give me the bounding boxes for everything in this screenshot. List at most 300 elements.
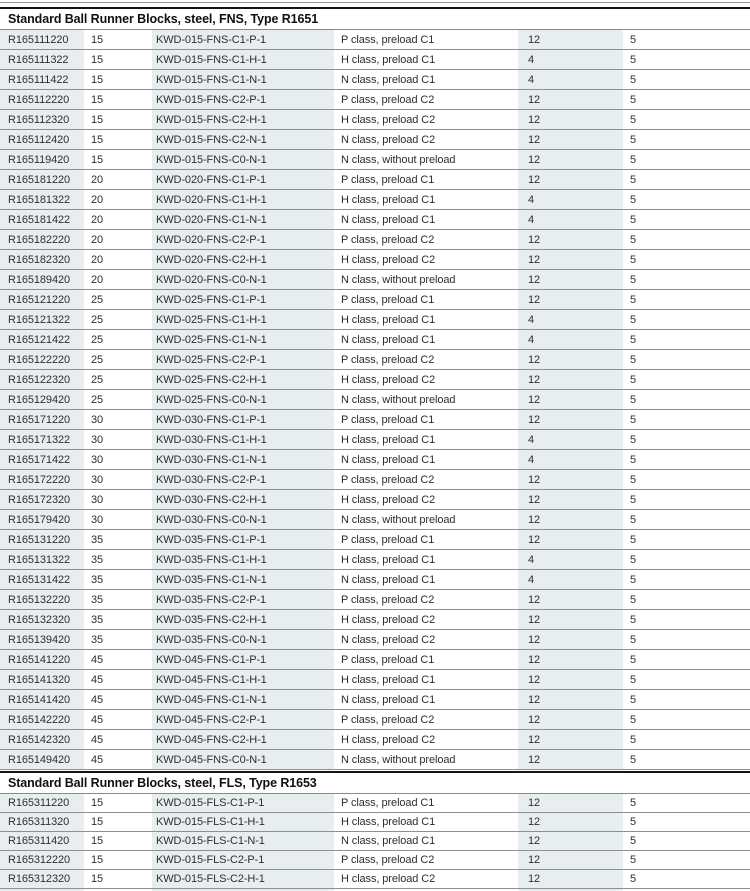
cell-type-code: KWD-025-FNS-C0-N-1	[152, 390, 334, 409]
cell-type-code: KWD-025-FNS-C2-H-1	[152, 370, 334, 389]
cell-class-description: P class, preload C2	[341, 713, 435, 726]
cell-value-2: 5	[630, 373, 637, 386]
cell-value-1: 12	[518, 870, 623, 888]
cell-type-code: KWD-015-FNS-C2-P-1	[152, 90, 334, 109]
cell-value-1: 12	[518, 851, 623, 869]
cell-value-1: 12	[518, 590, 623, 609]
table-row	[0, 650, 750, 670]
cell-value-2: 5	[630, 453, 637, 466]
table-row	[0, 410, 750, 430]
table-row	[0, 851, 750, 870]
cell-size: 20	[91, 233, 104, 246]
cell-value-2: 5	[630, 193, 637, 206]
cell-size: 20	[91, 213, 104, 226]
cell-part-number: R165112320	[0, 110, 84, 129]
cell-value-2: 5	[630, 33, 637, 46]
cell-size: 20	[91, 173, 104, 186]
cell-size: 15	[91, 153, 104, 166]
cell-type-code: KWD-025-FNS-C1-N-1	[152, 330, 334, 349]
cell-value-2: 5	[630, 553, 637, 566]
cell-part-number: R165181322	[0, 190, 84, 209]
table-row	[0, 430, 750, 450]
cell-value-2: 5	[630, 133, 637, 146]
cell-value-1: 12	[518, 230, 623, 249]
cell-class-description: P class, preload C1	[341, 33, 435, 46]
cell-type-code: KWD-045-FNS-C2-P-1	[152, 710, 334, 729]
table-row	[0, 350, 750, 370]
cell-part-number: R165121422	[0, 330, 84, 349]
cell-value-2: 5	[630, 113, 637, 126]
table-row	[0, 130, 750, 150]
cell-size: 35	[91, 613, 104, 626]
cell-type-code: KWD-035-FNS-C1-H-1	[152, 550, 334, 569]
cell-part-number: R165181220	[0, 170, 84, 189]
cell-class-description: H class, preload C2	[341, 613, 436, 626]
cell-value-1: 12	[518, 813, 623, 831]
table-row	[0, 30, 750, 50]
table-row	[0, 170, 750, 190]
cell-value-1: 12	[518, 390, 623, 409]
cell-size: 15	[91, 73, 104, 86]
cell-value-1: 12	[518, 750, 623, 769]
cell-type-code: KWD-015-FLS-C1-N-1	[152, 832, 334, 850]
cell-value-1: 4	[518, 570, 623, 589]
cell-size: 25	[91, 333, 104, 346]
cell-type-code: KWD-035-FNS-C2-P-1	[152, 590, 334, 609]
cell-size: 25	[91, 373, 104, 386]
cell-type-code: KWD-035-FNS-C2-H-1	[152, 610, 334, 629]
cell-value-1: 12	[518, 110, 623, 129]
cell-part-number: R165131322	[0, 550, 84, 569]
cell-class-description: N class, without preload	[341, 753, 456, 766]
table-row	[0, 832, 750, 851]
cell-value-2: 5	[630, 873, 637, 885]
cell-value-2: 5	[630, 413, 637, 426]
cell-size: 45	[91, 693, 104, 706]
cell-value-1: 4	[518, 450, 623, 469]
table-row	[0, 450, 750, 470]
table-row	[0, 390, 750, 410]
cell-part-number: R165122220	[0, 350, 84, 369]
cell-size: 45	[91, 713, 104, 726]
cell-part-number: R165111422	[0, 70, 84, 89]
cell-value-1: 12	[518, 490, 623, 509]
table-row	[0, 590, 750, 610]
cell-value-1: 12	[518, 730, 623, 749]
cell-part-number: R165129420	[0, 390, 84, 409]
cell-part-number: R165112220	[0, 90, 84, 109]
cell-size: 15	[91, 33, 104, 46]
table-row	[0, 310, 750, 330]
cell-class-description: H class, preload C2	[341, 113, 436, 126]
table-row	[0, 730, 750, 750]
cell-class-description: N class, preload C1	[341, 453, 436, 466]
section-rows	[0, 30, 750, 770]
cell-type-code: KWD-020-FNS-C2-P-1	[152, 230, 334, 249]
cell-value-2: 5	[630, 353, 637, 366]
cell-size: 35	[91, 633, 104, 646]
cell-type-code: KWD-015-FNS-C1-N-1	[152, 70, 334, 89]
table-row	[0, 670, 750, 690]
cell-part-number: R165312220	[0, 851, 84, 869]
cell-size: 30	[91, 413, 104, 426]
cell-part-number: R165131422	[0, 570, 84, 589]
cell-part-number: R165121322	[0, 310, 84, 329]
cell-size: 35	[91, 533, 104, 546]
cell-value-1: 4	[518, 210, 623, 229]
cell-value-1: 12	[518, 610, 623, 629]
cell-class-description: P class, preload C2	[341, 473, 435, 486]
cell-value-2: 5	[630, 816, 637, 828]
cell-size: 15	[91, 873, 104, 885]
cell-value-1: 4	[518, 190, 623, 209]
cell-size: 15	[91, 835, 104, 847]
cell-size: 20	[91, 193, 104, 206]
cell-size: 25	[91, 393, 104, 406]
cell-value-2: 5	[630, 753, 637, 766]
cell-value-2: 5	[630, 835, 637, 847]
cell-part-number: R165139420	[0, 630, 84, 649]
cell-value-1: 12	[518, 290, 623, 309]
cell-type-code: KWD-020-FNS-C0-N-1	[152, 270, 334, 289]
cell-value-2: 5	[630, 593, 637, 606]
cell-class-description: H class, preload C2	[341, 733, 436, 746]
cell-value-1: 12	[518, 130, 623, 149]
cell-type-code: KWD-015-FNS-C1-P-1	[152, 30, 334, 49]
cell-size: 45	[91, 753, 104, 766]
table-row	[0, 150, 750, 170]
section-fls-r1653	[0, 771, 750, 889]
cell-value-1: 12	[518, 250, 623, 269]
cell-value-2: 5	[630, 393, 637, 406]
cell-size: 45	[91, 673, 104, 686]
cell-value-2: 5	[630, 613, 637, 626]
cell-value-2: 5	[630, 473, 637, 486]
cell-class-description: N class, without preload	[341, 513, 456, 526]
cell-value-2: 5	[630, 213, 637, 226]
cell-value-2: 5	[630, 153, 637, 166]
cell-value-2: 5	[630, 333, 637, 346]
cell-class-description: N class, without preload	[341, 273, 456, 286]
cell-value-1: 12	[518, 170, 623, 189]
cell-type-code: KWD-030-FNS-C0-N-1	[152, 510, 334, 529]
cell-class-description: P class, preload C2	[341, 233, 435, 246]
cell-value-1: 12	[518, 350, 623, 369]
cell-class-description: H class, preload C1	[341, 816, 436, 828]
cell-value-1: 12	[518, 630, 623, 649]
cell-value-2: 5	[630, 293, 637, 306]
section-rows	[0, 794, 750, 889]
cell-part-number: R165141420	[0, 690, 84, 709]
cell-size: 30	[91, 473, 104, 486]
cell-value-1: 12	[518, 270, 623, 289]
table-row	[0, 370, 750, 390]
cell-class-description: H class, preload C2	[341, 373, 436, 386]
cell-part-number: R165179420	[0, 510, 84, 529]
cell-type-code: KWD-015-FNS-C2-N-1	[152, 130, 334, 149]
cell-part-number: R165142220	[0, 710, 84, 729]
cell-value-1: 12	[518, 370, 623, 389]
cell-size: 20	[91, 253, 104, 266]
table-row	[0, 794, 750, 813]
table-row	[0, 230, 750, 250]
cell-class-description: P class, preload C2	[341, 93, 435, 106]
table-row	[0, 250, 750, 270]
cell-part-number: R165182320	[0, 250, 84, 269]
cell-size: 15	[91, 797, 104, 809]
cell-value-1: 4	[518, 70, 623, 89]
cell-value-2: 5	[630, 53, 637, 66]
cell-part-number: R165171220	[0, 410, 84, 429]
cell-type-code: KWD-045-FNS-C1-P-1	[152, 650, 334, 669]
cell-value-2: 5	[630, 713, 637, 726]
table-row	[0, 610, 750, 630]
cell-value-1: 12	[518, 510, 623, 529]
cell-class-description: P class, preload C2	[341, 593, 435, 606]
section-title: Standard Ball Runner Blocks, steel, FNS, Type R1651	[0, 7, 750, 30]
cell-value-1: 12	[518, 650, 623, 669]
cell-value-1: 4	[518, 310, 623, 329]
cutoff-row-rule	[0, 0, 750, 3]
cell-value-2: 5	[630, 673, 637, 686]
cell-class-description: N class, preload C2	[341, 633, 436, 646]
cell-class-description: N class, preload C1	[341, 333, 436, 346]
cell-type-code: KWD-015-FLS-C1-P-1	[152, 794, 334, 812]
cell-type-code: KWD-020-FNS-C2-H-1	[152, 250, 334, 269]
table-row	[0, 50, 750, 70]
cell-value-1: 12	[518, 470, 623, 489]
cell-type-code: KWD-015-FNS-C2-H-1	[152, 110, 334, 129]
cell-part-number: R165121220	[0, 290, 84, 309]
cell-size: 45	[91, 733, 104, 746]
cell-part-number: R165189420	[0, 270, 84, 289]
cell-class-description: H class, preload C1	[341, 53, 436, 66]
cell-value-1: 12	[518, 832, 623, 850]
cell-part-number: R165111220	[0, 30, 84, 49]
cell-value-1: 12	[518, 530, 623, 549]
cell-type-code: KWD-035-FNS-C1-P-1	[152, 530, 334, 549]
table-row	[0, 90, 750, 110]
cell-value-2: 5	[630, 173, 637, 186]
cell-size: 25	[91, 353, 104, 366]
cell-type-code: KWD-020-FNS-C1-H-1	[152, 190, 334, 209]
cell-value-2: 5	[630, 693, 637, 706]
cell-type-code: KWD-025-FNS-C2-P-1	[152, 350, 334, 369]
cell-class-description: N class, preload C1	[341, 835, 436, 847]
cell-part-number: R165149420	[0, 750, 84, 769]
cell-type-code: KWD-030-FNS-C1-P-1	[152, 410, 334, 429]
table-row	[0, 570, 750, 590]
cell-type-code: KWD-030-FNS-C2-P-1	[152, 470, 334, 489]
cell-value-1: 12	[518, 150, 623, 169]
table-row	[0, 330, 750, 350]
cell-type-code: KWD-030-FNS-C1-H-1	[152, 430, 334, 449]
cell-class-description: P class, preload C1	[341, 533, 435, 546]
cell-part-number: R165312320	[0, 870, 84, 888]
cell-value-1: 12	[518, 794, 623, 812]
cell-type-code: KWD-015-FLS-C1-H-1	[152, 813, 334, 831]
table-row	[0, 210, 750, 230]
cell-size: 35	[91, 593, 104, 606]
cell-value-1: 4	[518, 550, 623, 569]
cell-part-number: R165142320	[0, 730, 84, 749]
cell-part-number: R165171422	[0, 450, 84, 469]
cell-size: 15	[91, 133, 104, 146]
cell-size: 30	[91, 513, 104, 526]
cell-value-2: 5	[630, 653, 637, 666]
cell-type-code: KWD-020-FNS-C1-N-1	[152, 210, 334, 229]
cell-type-code: KWD-035-FNS-C1-N-1	[152, 570, 334, 589]
cell-value-1: 4	[518, 330, 623, 349]
cell-value-1: 12	[518, 690, 623, 709]
cell-class-description: H class, preload C2	[341, 253, 436, 266]
cell-size: 35	[91, 553, 104, 566]
table-row	[0, 710, 750, 730]
cell-part-number: R165171322	[0, 430, 84, 449]
cell-class-description: N class, without preload	[341, 153, 456, 166]
cell-class-description: H class, preload C1	[341, 193, 436, 206]
cell-class-description: N class, preload C2	[341, 133, 436, 146]
cell-size: 25	[91, 313, 104, 326]
cell-value-2: 5	[630, 73, 637, 86]
cell-class-description: H class, preload C1	[341, 313, 436, 326]
cell-part-number: R165141220	[0, 650, 84, 669]
cell-value-2: 5	[630, 513, 637, 526]
cell-part-number: R165111322	[0, 50, 84, 69]
cell-type-code: KWD-030-FNS-C1-N-1	[152, 450, 334, 469]
cell-type-code: KWD-015-FLS-C2-H-1	[152, 870, 334, 888]
section-fns-r1651	[0, 7, 750, 770]
cell-value-2: 5	[630, 733, 637, 746]
cell-class-description: N class, preload C1	[341, 73, 436, 86]
cell-part-number: R165172220	[0, 470, 84, 489]
cell-value-2: 5	[630, 253, 637, 266]
cell-value-2: 5	[630, 433, 637, 446]
cell-type-code: KWD-030-FNS-C2-H-1	[152, 490, 334, 509]
table-row	[0, 110, 750, 130]
cell-class-description: P class, preload C1	[341, 173, 435, 186]
cell-class-description: P class, preload C1	[341, 653, 435, 666]
cell-value-1: 12	[518, 670, 623, 689]
cell-class-description: N class, preload C1	[341, 693, 436, 706]
cell-value-1: 12	[518, 30, 623, 49]
cell-size: 45	[91, 653, 104, 666]
cell-part-number: R165132320	[0, 610, 84, 629]
cell-part-number: R165112420	[0, 130, 84, 149]
cell-class-description: P class, preload C1	[341, 293, 435, 306]
cell-value-2: 5	[630, 93, 637, 106]
cell-part-number: R165132220	[0, 590, 84, 609]
table-row	[0, 470, 750, 490]
cell-class-description: N class, preload C1	[341, 213, 436, 226]
cell-size: 30	[91, 453, 104, 466]
table-row	[0, 70, 750, 90]
cell-class-description: N class, preload C1	[341, 573, 436, 586]
cell-value-2: 5	[630, 273, 637, 286]
cell-size: 15	[91, 816, 104, 828]
cell-class-description: H class, preload C1	[341, 553, 436, 566]
cell-type-code: KWD-025-FNS-C1-H-1	[152, 310, 334, 329]
cell-value-2: 5	[630, 493, 637, 506]
table-row	[0, 490, 750, 510]
cell-type-code: KWD-015-FLS-C2-P-1	[152, 851, 334, 869]
cell-value-2: 5	[630, 573, 637, 586]
cell-size: 15	[91, 113, 104, 126]
cell-part-number: R165122320	[0, 370, 84, 389]
cell-value-1: 4	[518, 430, 623, 449]
table-row	[0, 870, 750, 889]
table-row	[0, 690, 750, 710]
cell-value-1: 12	[518, 90, 623, 109]
table-row	[0, 530, 750, 550]
cell-class-description: P class, preload C1	[341, 413, 435, 426]
cell-size: 35	[91, 573, 104, 586]
cell-class-description: H class, preload C2	[341, 873, 436, 885]
cell-size: 30	[91, 493, 104, 506]
cell-value-1: 12	[518, 710, 623, 729]
cell-class-description: N class, without preload	[341, 393, 456, 406]
cell-class-description: H class, preload C1	[341, 433, 436, 446]
cell-class-description: P class, preload C2	[341, 854, 435, 866]
cell-value-2: 5	[630, 233, 637, 246]
table-row	[0, 750, 750, 770]
cell-part-number: R165311220	[0, 794, 84, 812]
cell-type-code: KWD-045-FNS-C0-N-1	[152, 750, 334, 769]
cell-part-number: R165119420	[0, 150, 84, 169]
cell-value-2: 5	[630, 533, 637, 546]
table-row	[0, 550, 750, 570]
cell-size: 15	[91, 93, 104, 106]
table-row	[0, 510, 750, 530]
table-row	[0, 630, 750, 650]
cell-size: 15	[91, 53, 104, 66]
cell-type-code: KWD-045-FNS-C1-H-1	[152, 670, 334, 689]
table-row	[0, 290, 750, 310]
cell-size: 30	[91, 433, 104, 446]
cell-type-code: KWD-045-FNS-C2-H-1	[152, 730, 334, 749]
cell-size: 25	[91, 293, 104, 306]
cell-value-1: 4	[518, 50, 623, 69]
cell-value-2: 5	[630, 633, 637, 646]
cell-part-number: R165141320	[0, 670, 84, 689]
cell-type-code: KWD-015-FNS-C0-N-1	[152, 150, 334, 169]
cell-class-description: P class, preload C1	[341, 797, 435, 809]
cell-part-number: R165182220	[0, 230, 84, 249]
cell-type-code: KWD-025-FNS-C1-P-1	[152, 290, 334, 309]
cell-class-description: H class, preload C2	[341, 493, 436, 506]
table-row	[0, 190, 750, 210]
cell-part-number: R165311320	[0, 813, 84, 831]
cell-type-code: KWD-035-FNS-C0-N-1	[152, 630, 334, 649]
section-title: Standard Ball Runner Blocks, steel, FLS, Type R1653	[0, 771, 750, 794]
cell-type-code: KWD-020-FNS-C1-P-1	[152, 170, 334, 189]
cell-type-code: KWD-015-FNS-C1-H-1	[152, 50, 334, 69]
cell-part-number: R165311420	[0, 832, 84, 850]
cell-value-2: 5	[630, 797, 637, 809]
cell-class-description: H class, preload C1	[341, 673, 436, 686]
cell-size: 20	[91, 273, 104, 286]
cell-type-code: KWD-045-FNS-C1-N-1	[152, 690, 334, 709]
cell-part-number: R165181422	[0, 210, 84, 229]
cell-size: 15	[91, 854, 104, 866]
cell-class-description: P class, preload C2	[341, 353, 435, 366]
cell-part-number: R165172320	[0, 490, 84, 509]
table-row	[0, 270, 750, 290]
cell-value-2: 5	[630, 854, 637, 866]
table-row	[0, 813, 750, 832]
cell-part-number: R165131220	[0, 530, 84, 549]
cell-value-2: 5	[630, 313, 637, 326]
